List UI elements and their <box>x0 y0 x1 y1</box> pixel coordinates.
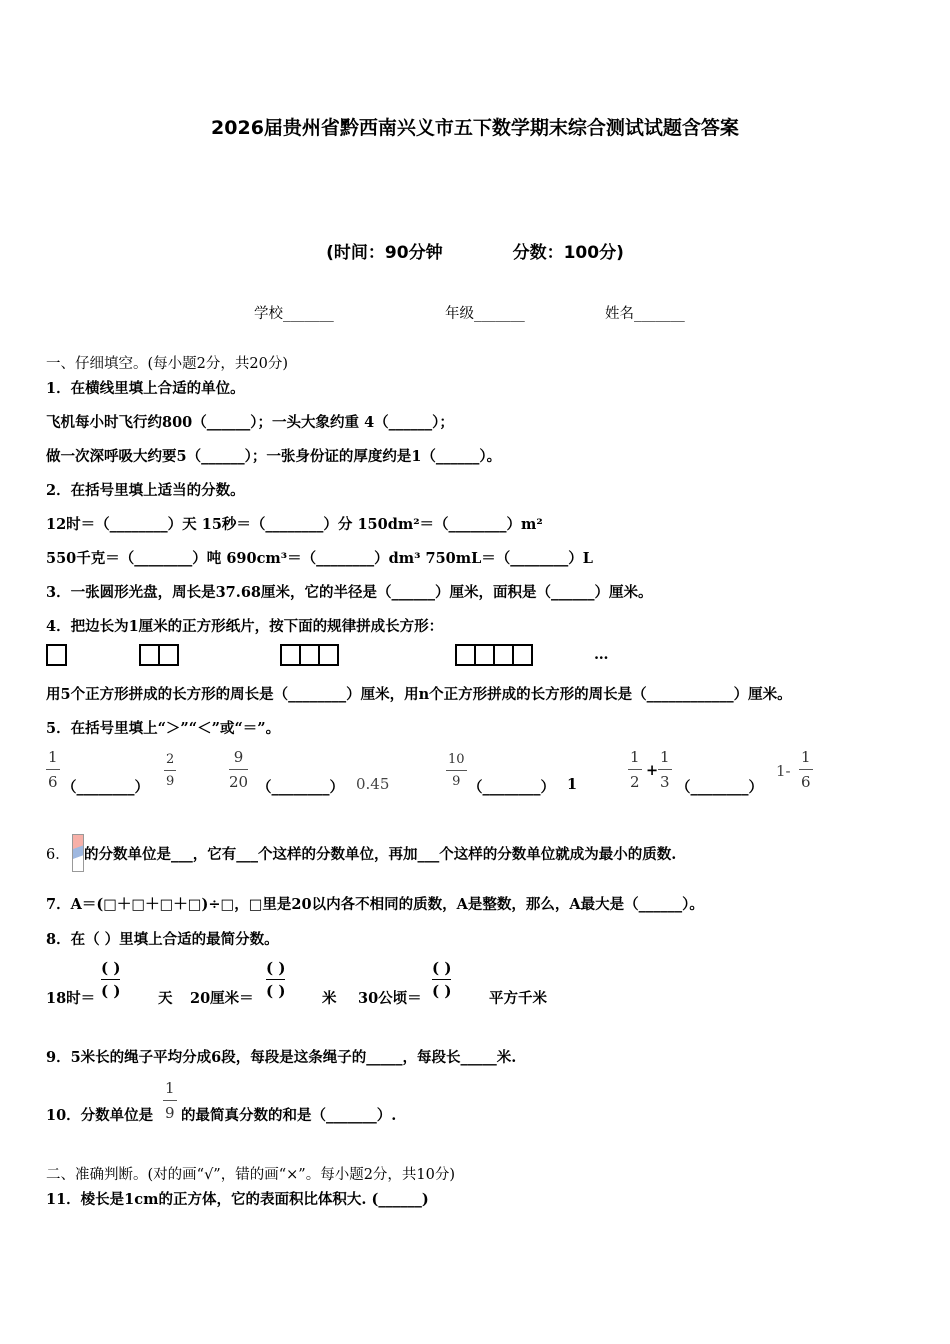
square <box>280 644 301 666</box>
square <box>318 644 339 666</box>
fraction-1-2: $\frac{1}{2}$ <box>630 748 640 791</box>
q2-stem: 2．在括号里填上适当的分数。 <box>46 482 245 499</box>
q7: 7．A＝(□＋□＋□＋□)÷□，□里是20以内各不相同的质数，A是整数，那么，A最大是（______）。 <box>46 896 704 913</box>
q4-stem: 4．把边长为1厘米的正方形纸片，按下面的规律拼成长方形： <box>46 618 444 635</box>
name-field: 姓名_______ <box>605 306 685 322</box>
fraction-1-3: $\frac{1}{3}$ <box>660 748 670 791</box>
q9: 9．5米长的绳子平均分成6段，每段是这条绳子的_____，每段长_____米. <box>46 1049 517 1066</box>
q1-line2: 做一次深呼吸大约要5（______）；一张身份证的厚度约是1（______）。 <box>46 448 502 465</box>
q5-stem: 5．在括号里填上“＞”“＜”或“＝”。 <box>46 720 281 737</box>
square <box>46 644 67 666</box>
q4-answer: 用5个正方形拼成的长方形的周长是（________）厘米，用n个正方形拼成的长方形的周长是（____________）厘米。 <box>46 686 792 703</box>
q8-item1-unit: 天 <box>158 990 173 1007</box>
fraction-1-6: $\frac{1}{6}$ <box>48 748 58 791</box>
q11: 11．棱长是1cm的正方体，它的表面积比体积大. (______) <box>46 1191 429 1208</box>
q2-line2: 550千克＝（________）吨 690cm³＝（________）dm³ 750mL＝（________）L <box>46 550 593 567</box>
number-1: 1 <box>567 776 578 793</box>
q1-stem: 1．在横线里填上合适的单位。 <box>46 380 245 397</box>
school-field: 学校_______ <box>254 306 334 322</box>
fraction-1-9: $\frac{1}{9}$ <box>165 1079 175 1122</box>
q8-blank-fraction-2: ( ) ( ) <box>266 959 286 1000</box>
q5-blank-1: （________） <box>62 779 149 796</box>
q8-stem: 8．在（ ）里填上合适的最简分数。 <box>46 931 279 948</box>
q10-post: 的最简真分数的和是（_______）. <box>181 1107 397 1124</box>
document-title: 2026届贵州省黔西南兴义市五下数学期末综合测试试题含答案 <box>211 117 739 139</box>
q5-blank-4: （________） <box>676 779 763 796</box>
exam-score: 分数：100分) <box>512 243 624 263</box>
square <box>158 644 179 666</box>
pattern-ellipsis: … <box>594 646 609 663</box>
fraction-2-9: $\frac{2}{9}$ <box>166 752 175 789</box>
q1-line1: 飞机每小时飞行约800（______）；一头大象约重 4（______）； <box>46 414 454 431</box>
exam-time: (时间：90分钟 <box>326 243 443 263</box>
q8-blank-fraction-3: ( ) ( ) <box>432 959 452 1000</box>
grade-field: 年级_______ <box>445 306 525 322</box>
section1-heading: 一、仔细填空。(每小题2分，共20分) <box>46 356 288 372</box>
q6-number: 6． <box>46 847 70 863</box>
q2-line1: 12时＝（________）天 15秒＝（________）分 150dm²＝（________）m² <box>46 516 543 533</box>
square-pattern-4 <box>455 644 533 666</box>
q8-item3-unit: 平方千米 <box>489 990 547 1007</box>
square <box>474 644 495 666</box>
square <box>139 644 160 666</box>
fraction-1-6-b: $\frac{1}{6}$ <box>801 748 811 791</box>
one-minus: 1- <box>776 762 791 780</box>
q5-blank-3: （________） <box>468 779 555 796</box>
square <box>493 644 514 666</box>
q8-item2-unit: 米 <box>322 990 337 1007</box>
square <box>512 644 533 666</box>
square <box>299 644 320 666</box>
q10-pre: 10．分数单位是 <box>46 1107 154 1124</box>
q8-item2-label: 20厘米＝ <box>190 990 254 1007</box>
square-pattern-1 <box>46 644 67 666</box>
square <box>455 644 476 666</box>
q3: 3．一张圆形光盘，周长是37.68厘米，它的半径是（______）厘米，面积是（______）厘米。 <box>46 584 653 601</box>
q8-blank-fraction-1: ( ) ( ) <box>101 959 121 1000</box>
q5-blank-2: （________） <box>257 779 344 796</box>
fraction-image-icon <box>72 834 84 872</box>
section2-heading: 二、准确判断。(对的画“√”，错的画“×”。每小题2分，共10分) <box>46 1167 456 1183</box>
q8-item1-label: 18时＝ <box>46 990 96 1007</box>
square-pattern-2 <box>139 644 179 666</box>
fraction-10-9: $\frac{10}{9}$ <box>448 752 465 789</box>
square-pattern-3 <box>280 644 339 666</box>
exam-info <box>0 238 950 263</box>
q6-text: 的分数单位是___，它有___个这样的分数单位，再加___个这样的分数单位就成为最小的质数. <box>84 846 677 863</box>
decimal-0-45: 0.45 <box>356 775 390 793</box>
fraction-9-20: $\frac{9}{20}$ <box>229 748 249 791</box>
q8-item3-label: 30公顷＝ <box>358 990 422 1007</box>
plus-sign: + <box>646 762 659 779</box>
